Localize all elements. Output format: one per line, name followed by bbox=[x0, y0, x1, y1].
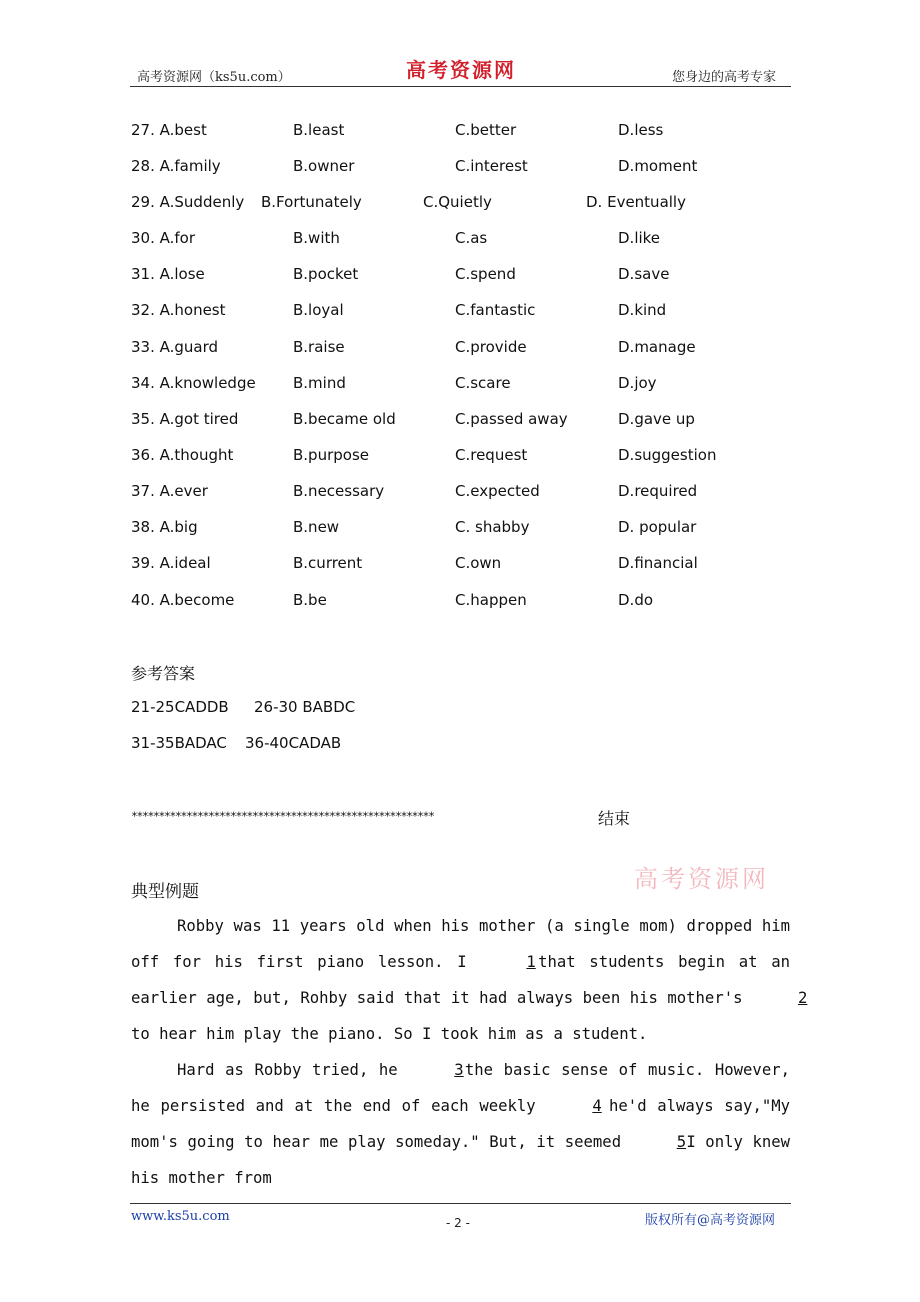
option-a: 39. A.ideal bbox=[131, 554, 211, 572]
paragraph-text: I only knew his mother from bbox=[131, 1133, 791, 1187]
option-a: 33. A.guard bbox=[131, 338, 219, 356]
option-d: D.like bbox=[618, 229, 661, 247]
option-d: D.less bbox=[618, 121, 664, 139]
option-c: C.better bbox=[455, 121, 517, 139]
question-row bbox=[131, 516, 791, 538]
option-b: B.pocket bbox=[293, 265, 359, 283]
header-site-name: 高考资源网（ks5u.com） bbox=[137, 70, 291, 85]
option-b: B.least bbox=[293, 121, 345, 139]
option-d: D.gave up bbox=[618, 410, 695, 428]
footer-site-link[interactable]: www.ks5u.com bbox=[131, 1209, 230, 1224]
paragraph-text: Robby was 11 years old when his mother (a single mom) dropped him off for his first piano lesson. I bbox=[131, 917, 790, 971]
question-row bbox=[131, 552, 791, 574]
star-divider: ******************************************************* bbox=[131, 810, 434, 823]
option-b: B.be bbox=[293, 591, 327, 609]
option-b: B.purpose bbox=[293, 446, 369, 464]
option-a: 31. A.lose bbox=[131, 265, 205, 283]
option-c: C.fantastic bbox=[455, 301, 536, 319]
option-a: 35. A.got tired bbox=[131, 410, 239, 428]
example-title: 典型例题 bbox=[131, 882, 199, 902]
footer-rule bbox=[130, 1203, 791, 1204]
answer-key-26-30: 26-30 BABDC bbox=[254, 698, 356, 716]
option-c: C.request bbox=[455, 446, 528, 464]
paragraph-text: that students begin at an earlier age, but, Rohby said that it had always been his mother's bbox=[131, 953, 790, 1007]
option-d: D.moment bbox=[618, 157, 698, 175]
option-d: D. popular bbox=[618, 518, 697, 536]
question-row bbox=[131, 299, 791, 321]
paragraph-text: the basic sense of music. However, he persisted and at the end of each weekly bbox=[131, 1061, 790, 1115]
header-rule bbox=[130, 86, 791, 87]
option-d: D.manage bbox=[618, 338, 696, 356]
answer-key-36-40: 36-40CADAB bbox=[245, 734, 342, 752]
option-b: B.mind bbox=[293, 374, 346, 392]
option-a: 27. A.best bbox=[131, 121, 207, 139]
footer-copyright: 版权所有@高考资源网 bbox=[645, 1213, 776, 1228]
option-c: C.own bbox=[455, 554, 502, 572]
option-b: B.new bbox=[293, 518, 340, 536]
question-row bbox=[131, 589, 791, 611]
paragraph-text: Hard as Robby tried, he bbox=[177, 1061, 398, 1079]
option-b: B.current bbox=[293, 554, 363, 572]
blank-4: 4 bbox=[592, 1097, 602, 1115]
answers-title: 参考答案 bbox=[131, 664, 196, 683]
page-number: - 2 - bbox=[446, 1216, 470, 1230]
option-d: D. Eventually bbox=[586, 193, 686, 211]
option-d: D.do bbox=[618, 591, 654, 609]
option-a: 37. A.ever bbox=[131, 482, 208, 500]
option-c: C.interest bbox=[455, 157, 528, 175]
option-a: 30. A.for bbox=[131, 229, 196, 247]
blank-5: 5 bbox=[676, 1133, 687, 1151]
end-label: 结束 bbox=[598, 809, 631, 828]
option-c: C.provide bbox=[455, 338, 527, 356]
option-b: B.became old bbox=[293, 410, 396, 428]
question-row bbox=[131, 372, 791, 394]
option-d: D.kind bbox=[618, 301, 667, 319]
option-a: 34. A.knowledge bbox=[131, 374, 256, 392]
option-d: D.suggestion bbox=[618, 446, 717, 464]
option-d: D.save bbox=[618, 265, 670, 283]
option-d: D.joy bbox=[618, 374, 657, 392]
option-b: B.loyal bbox=[293, 301, 344, 319]
option-a: 29. A.Suddenly bbox=[131, 193, 245, 211]
option-c: C.Quietly bbox=[423, 193, 492, 211]
question-row bbox=[131, 155, 791, 177]
option-c: C.spend bbox=[455, 265, 516, 283]
option-b: B.Fortunately bbox=[261, 193, 362, 211]
option-a: 38. A.big bbox=[131, 518, 198, 536]
option-a: 36. A.thought bbox=[131, 446, 234, 464]
option-a: 32. A.honest bbox=[131, 301, 226, 319]
question-row bbox=[131, 191, 791, 213]
blank-2: 2 bbox=[798, 989, 808, 1007]
question-row bbox=[131, 119, 791, 141]
option-c: C.expected bbox=[455, 482, 540, 500]
answer-key-21-25: 21-25CADDB bbox=[131, 698, 229, 716]
option-a: 40. A.become bbox=[131, 591, 235, 609]
option-b: B.raise bbox=[293, 338, 345, 356]
header-logo: 高考资源网 bbox=[406, 58, 516, 82]
option-c: C.as bbox=[455, 229, 488, 247]
option-d: D.required bbox=[618, 482, 698, 500]
example-paragraph-1 bbox=[131, 908, 808, 1052]
blank-3: 3 bbox=[454, 1061, 464, 1079]
option-c: C.scare bbox=[455, 374, 511, 392]
option-b: B.with bbox=[293, 229, 340, 247]
question-row bbox=[131, 263, 791, 285]
paragraph-text: he'd always say,"My mom's going to hear me play someday." But, it seemed bbox=[131, 1097, 790, 1151]
option-c: C.passed away bbox=[455, 410, 568, 428]
question-row bbox=[131, 227, 791, 249]
question-row bbox=[131, 480, 791, 502]
question-row bbox=[131, 336, 791, 358]
example-paragraph-2 bbox=[131, 1052, 790, 1196]
option-b: B.necessary bbox=[293, 482, 385, 500]
question-row bbox=[131, 408, 791, 430]
paragraph-text: to hear him play the piano. So I took him as a student. bbox=[131, 1025, 648, 1043]
option-d: D.financial bbox=[618, 554, 698, 572]
option-b: B.owner bbox=[293, 157, 355, 175]
answer-key-31-35: 31-35BADAC bbox=[131, 734, 227, 752]
blank-1: 1 bbox=[526, 953, 536, 971]
option-c: C. shabby bbox=[455, 518, 530, 536]
option-a: 28. A.family bbox=[131, 157, 221, 175]
option-c: C.happen bbox=[455, 591, 527, 609]
watermark-logo: 高考资源网 bbox=[634, 865, 769, 893]
question-row bbox=[131, 444, 791, 466]
header-slogan: 您身边的高考专家 bbox=[672, 70, 777, 85]
